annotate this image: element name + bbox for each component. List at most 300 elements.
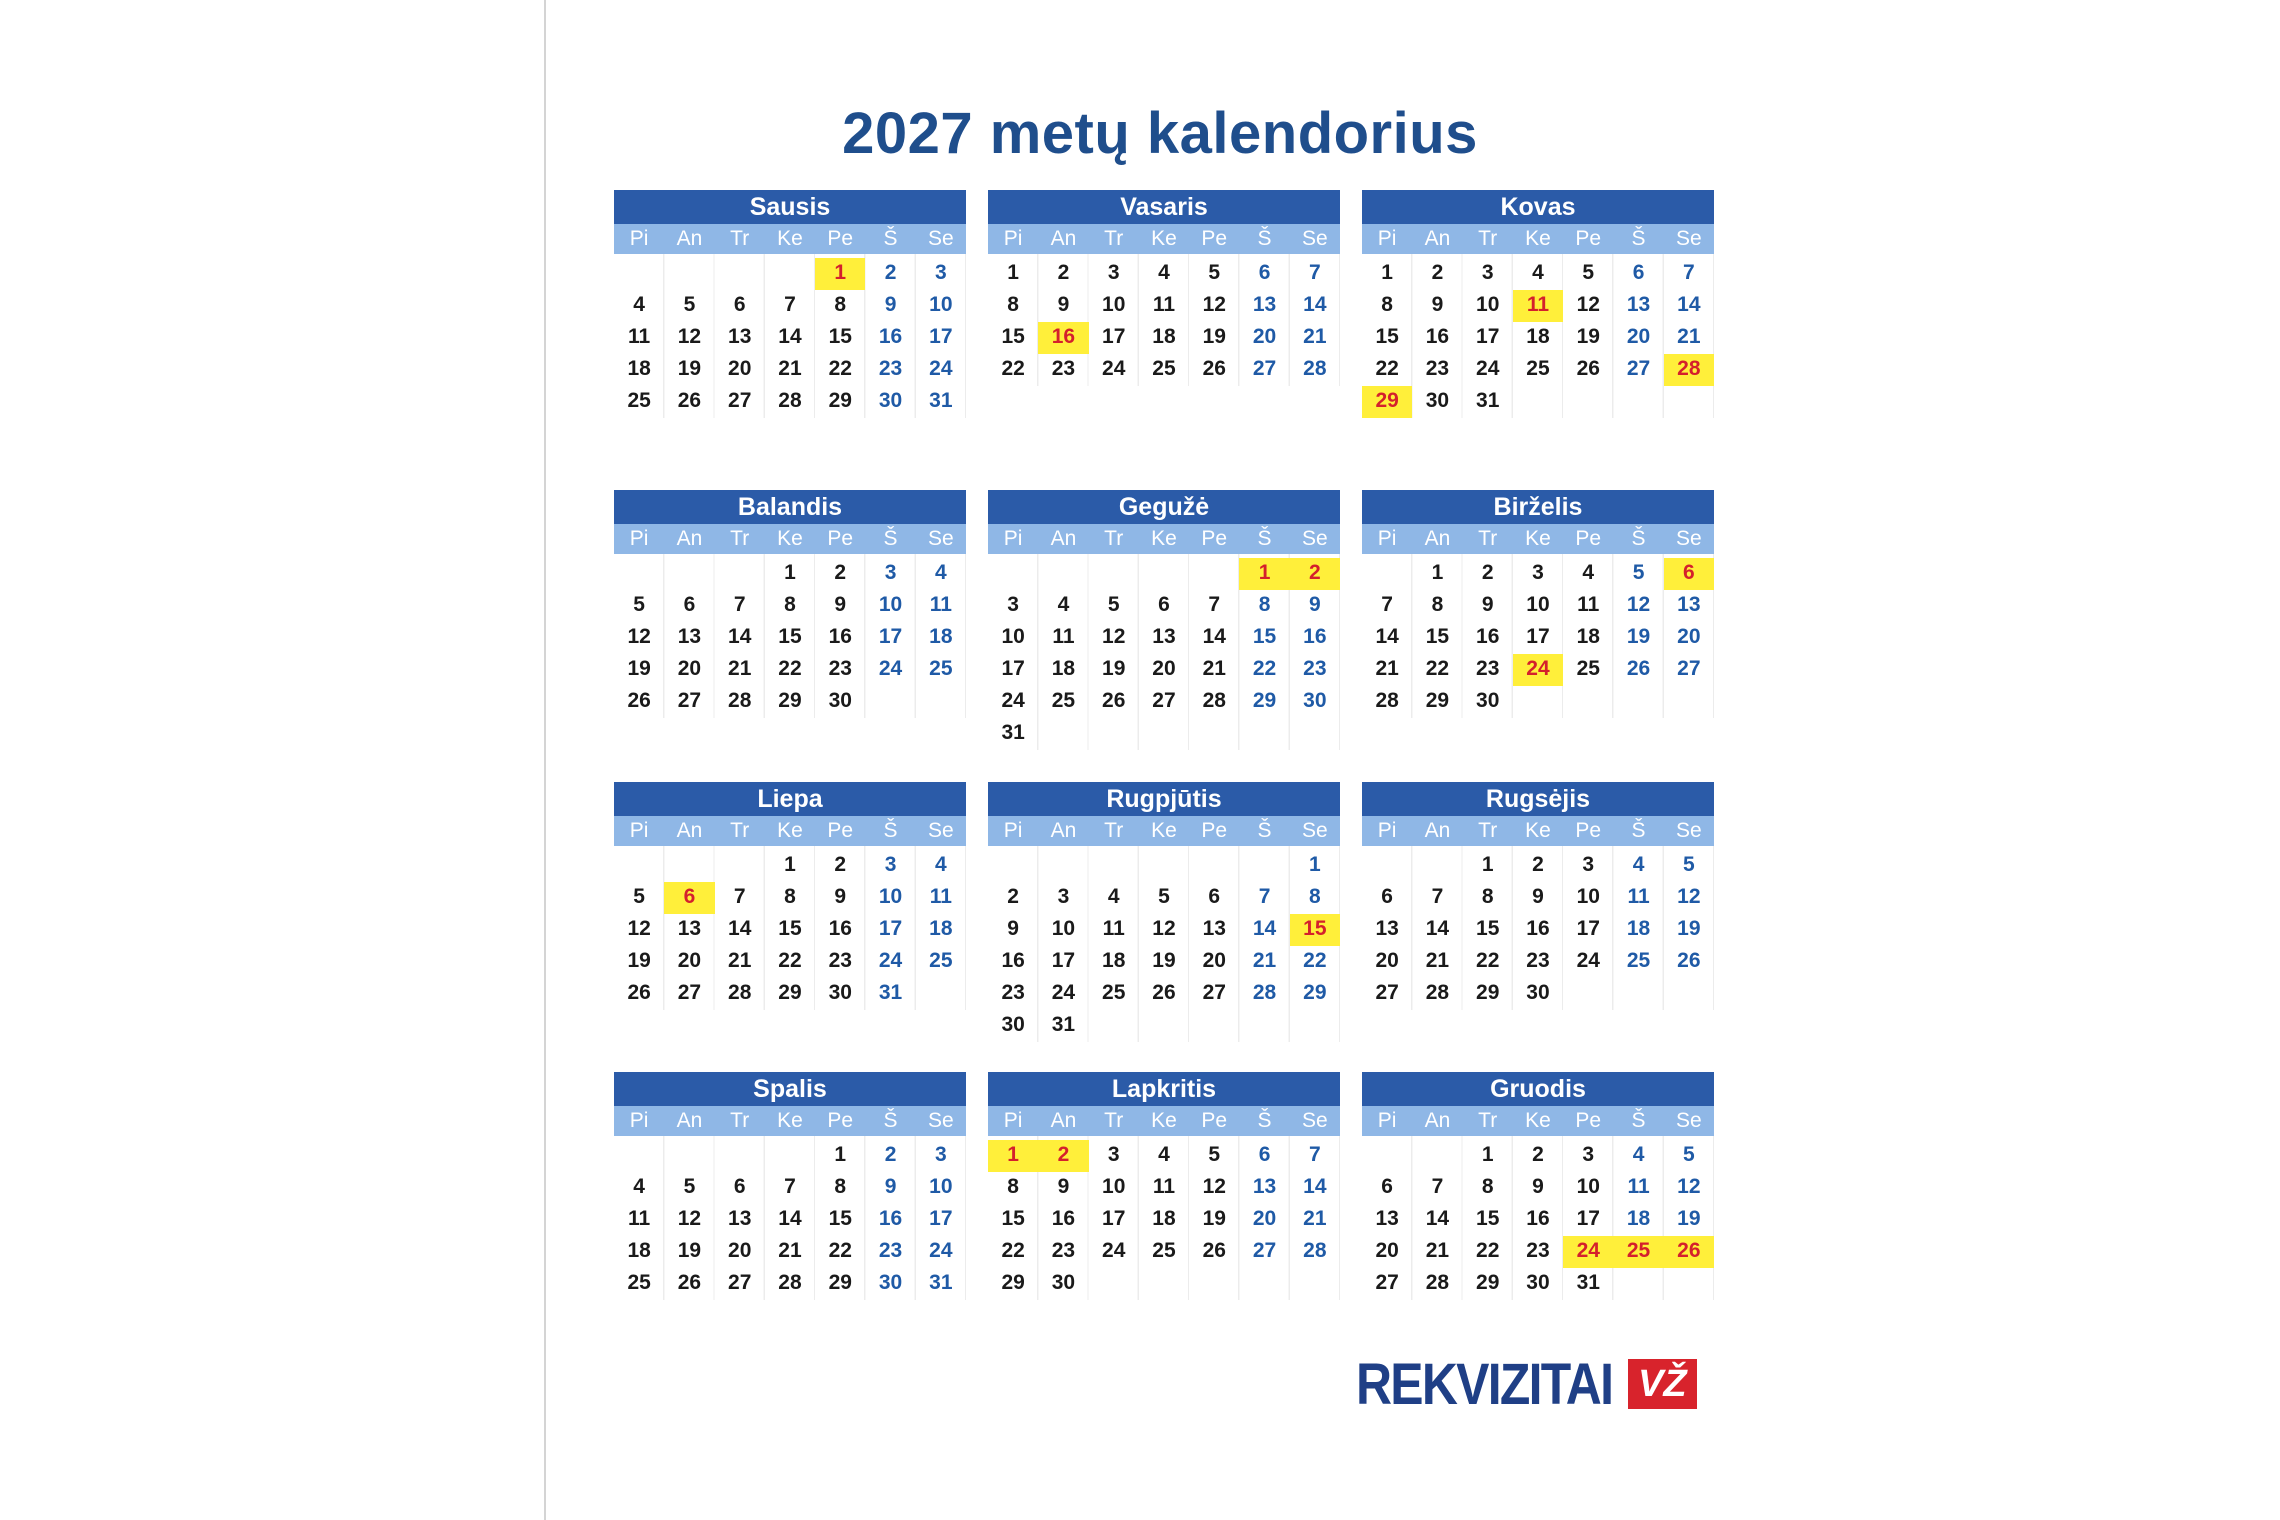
week-row — [614, 290, 966, 322]
weekday-label: An — [1050, 1109, 1077, 1132]
day-cell: 24 — [1513, 654, 1563, 686]
week-row — [988, 1236, 1340, 1268]
weekday-label: Se — [1301, 819, 1328, 842]
weekday-label: Pe — [1575, 527, 1602, 550]
empty-day-cell — [1664, 1268, 1714, 1300]
day-cell: 9 — [1007, 917, 1019, 940]
day-cell: 17 — [929, 1207, 953, 1230]
day-cell: 5 — [1682, 1143, 1695, 1166]
empty-day-cell — [715, 1140, 765, 1172]
empty-day-cell — [1664, 386, 1714, 418]
day-cell: 13 — [677, 625, 702, 648]
day-cell: 6 — [1158, 593, 1170, 616]
weekday-label: An — [1050, 227, 1077, 250]
week-row — [988, 1140, 1340, 1172]
day-cell: 18 — [1626, 1207, 1651, 1230]
weekday-label: Se — [1675, 819, 1702, 842]
day-cell: 7 — [784, 293, 796, 316]
week-row — [988, 558, 1340, 590]
weekday-label: Pi — [629, 1109, 649, 1132]
weekday-label: Pe — [1575, 1109, 1602, 1132]
day-cell: 27 — [677, 981, 702, 1004]
day-cell: 19 — [1102, 657, 1126, 680]
day-cell: 17 — [1576, 1207, 1600, 1230]
weekday-label: Ke — [1151, 1109, 1177, 1132]
day-cell: 23 — [1051, 1239, 1076, 1262]
weekday-label: Ke — [777, 819, 803, 842]
day-cell: 9 — [1532, 1175, 1544, 1198]
day-cell: 31 — [929, 1271, 953, 1294]
week-row — [1362, 558, 1714, 590]
day-cell: 23 — [828, 949, 852, 972]
month-block — [988, 490, 1340, 750]
day-cell: 14 — [1677, 293, 1701, 316]
weekday-label: Pi — [1377, 527, 1397, 550]
empty-day-cell — [1290, 1010, 1340, 1042]
empty-day-cell — [1189, 558, 1239, 590]
day-cell: 3 — [1532, 561, 1544, 584]
day-cell: 13 — [1252, 1175, 1277, 1198]
day-cell: 13 — [1202, 917, 1226, 940]
day-cell: 21 — [1202, 657, 1226, 680]
day-cell: 26 — [1102, 689, 1126, 712]
day-cell: 12 — [677, 1207, 702, 1230]
day-cell: 29 — [1252, 689, 1277, 712]
empty-day-cell — [715, 258, 765, 290]
week-row — [988, 622, 1340, 654]
day-cell: 29 — [1362, 386, 1412, 418]
day-cell: 5 — [1632, 561, 1645, 584]
weekday-label: Tr — [1478, 1109, 1498, 1132]
weekday-row — [988, 524, 1340, 554]
day-cell: 7 — [784, 1175, 796, 1198]
day-cell: 1 — [1239, 558, 1289, 590]
empty-day-cell — [1189, 1268, 1239, 1300]
day-cell: 10 — [1476, 293, 1500, 316]
empty-day-cell — [1239, 1268, 1289, 1300]
day-cell: 19 — [1576, 325, 1600, 348]
day-cell: 24 — [878, 949, 903, 972]
day-cell: 28 — [728, 689, 752, 712]
weekday-label: Se — [1301, 227, 1328, 250]
day-cell: 25 — [929, 949, 953, 972]
month-days — [614, 1136, 966, 1300]
day-cell: 24 — [929, 1239, 953, 1262]
day-cell: 15 — [1290, 914, 1340, 946]
month-name: Kovas — [1362, 190, 1714, 224]
day-cell: 5 — [1158, 885, 1170, 908]
empty-day-cell — [1563, 386, 1613, 418]
day-cell: 7 — [1381, 593, 1393, 616]
weekday-label: Pe — [827, 819, 854, 842]
empty-day-cell — [1613, 1268, 1663, 1300]
day-cell: 22 — [1375, 357, 1399, 380]
weekday-row — [1362, 224, 1714, 254]
day-cell: 5 — [633, 885, 645, 908]
day-cell: 1 — [1431, 561, 1444, 584]
week-row — [614, 558, 966, 590]
week-row — [614, 258, 966, 290]
weekday-label: Ke — [777, 1109, 803, 1132]
day-cell: 27 — [1252, 357, 1277, 380]
day-cell: 16 — [1526, 1207, 1550, 1230]
day-cell: 26 — [1576, 357, 1600, 380]
empty-day-cell — [1189, 850, 1239, 882]
day-cell: 24 — [878, 657, 903, 680]
calendar-grid — [614, 190, 1714, 1330]
weekday-label: Se — [927, 527, 954, 550]
day-cell: 27 — [728, 389, 752, 412]
day-cell: 23 — [1526, 949, 1550, 972]
day-cell: 20 — [1375, 1239, 1399, 1262]
week-row — [614, 590, 966, 622]
day-cell: 18 — [1102, 949, 1126, 972]
day-cell: 1 — [784, 561, 796, 584]
weekday-label: Se — [1301, 527, 1328, 550]
day-cell: 5 — [1208, 261, 1221, 284]
day-cell: 26 — [1202, 357, 1226, 380]
month-days — [1362, 254, 1714, 418]
day-cell: 2 — [1532, 1143, 1544, 1166]
day-cell: 24 — [1563, 1236, 1613, 1268]
empty-day-cell — [1290, 718, 1340, 750]
day-cell: 9 — [1431, 293, 1444, 316]
day-cell: 26 — [677, 389, 702, 412]
day-cell: 28 — [1303, 1239, 1327, 1262]
day-cell: 8 — [1007, 293, 1019, 316]
day-cell: 6 — [683, 593, 696, 616]
day-cell: 23 — [1001, 981, 1025, 1004]
month-days — [614, 846, 966, 1010]
day-cell: 10 — [1526, 593, 1550, 616]
day-cell: 15 — [828, 325, 852, 348]
day-cell: 18 — [1152, 325, 1176, 348]
day-cell: 23 — [878, 357, 903, 380]
day-cell: 9 — [834, 593, 847, 616]
month-block — [1362, 1072, 1714, 1300]
day-cell: 2 — [1007, 885, 1019, 908]
weekday-label: Tr — [1104, 819, 1124, 842]
month-name: Lapkritis — [988, 1072, 1340, 1106]
day-cell: 18 — [627, 357, 651, 380]
day-cell: 23 — [878, 1239, 903, 1262]
day-cell: 29 — [828, 1271, 852, 1294]
day-cell: 31 — [1051, 1013, 1076, 1036]
day-cell: 28 — [778, 1271, 802, 1294]
day-cell: 26 — [1664, 1236, 1714, 1268]
week-row — [988, 914, 1340, 946]
day-cell: 3 — [1481, 261, 1494, 284]
day-cell: 25 — [929, 657, 953, 680]
day-cell: 22 — [1476, 949, 1500, 972]
day-cell: 25 — [1526, 357, 1550, 380]
day-cell: 25 — [1613, 1236, 1663, 1268]
weekday-label: Pe — [1575, 819, 1602, 842]
day-cell: 13 — [1626, 293, 1651, 316]
empty-day-cell — [916, 978, 966, 1010]
day-cell: 24 — [1001, 689, 1025, 712]
day-cell: 13 — [728, 1207, 752, 1230]
weekday-label: Ke — [1525, 819, 1551, 842]
month-days — [1362, 554, 1714, 718]
day-cell: 18 — [1152, 1207, 1176, 1230]
weekday-label: Pi — [1377, 819, 1397, 842]
week-row — [988, 946, 1340, 978]
day-cell: 17 — [1576, 917, 1600, 940]
day-cell: 21 — [1303, 1207, 1327, 1230]
day-cell: 3 — [884, 561, 897, 584]
month-name: Spalis — [614, 1072, 966, 1106]
day-cell: 29 — [828, 389, 852, 412]
empty-day-cell — [1089, 1010, 1139, 1042]
day-cell: 30 — [1303, 689, 1327, 712]
day-cell: 3 — [934, 1143, 947, 1166]
week-row — [614, 882, 966, 914]
day-cell: 30 — [828, 689, 852, 712]
day-cell: 20 — [1375, 949, 1399, 972]
day-cell: 17 — [1001, 657, 1025, 680]
day-cell: 18 — [1051, 657, 1076, 680]
day-cell: 7 — [1431, 885, 1444, 908]
month-days — [614, 254, 966, 418]
week-row — [614, 850, 966, 882]
weekday-row — [1362, 524, 1714, 554]
day-cell: 11 — [1152, 293, 1176, 316]
day-cell: 6 — [1632, 261, 1645, 284]
day-cell: 16 — [828, 917, 852, 940]
weekday-label: An — [1424, 1109, 1451, 1132]
day-cell: 27 — [1252, 1239, 1277, 1262]
week-row — [614, 1268, 966, 1300]
weekday-label: Pe — [1201, 819, 1228, 842]
weekday-label: Š — [883, 227, 898, 250]
day-cell: 1 — [1481, 853, 1494, 876]
empty-day-cell — [1664, 978, 1714, 1010]
day-cell: 13 — [1375, 1207, 1399, 1230]
day-cell: 12 — [1152, 917, 1176, 940]
day-cell: 18 — [1526, 325, 1550, 348]
day-cell: 15 — [778, 917, 802, 940]
week-row — [988, 978, 1340, 1010]
empty-day-cell — [1563, 978, 1613, 1010]
day-cell: 6 — [733, 293, 746, 316]
day-cell: 8 — [1007, 1175, 1019, 1198]
week-row — [988, 322, 1340, 354]
week-row — [1362, 258, 1714, 290]
day-cell: 17 — [1051, 949, 1076, 972]
day-cell: 5 — [683, 293, 696, 316]
day-cell: 20 — [728, 1239, 752, 1262]
day-cell: 23 — [828, 657, 852, 680]
day-cell: 12 — [1677, 885, 1701, 908]
day-cell: 10 — [929, 1175, 953, 1198]
week-row — [1362, 686, 1714, 718]
week-row — [614, 978, 966, 1010]
week-row — [1362, 654, 1714, 686]
day-cell: 17 — [1102, 1207, 1126, 1230]
week-row — [614, 354, 966, 386]
day-cell: 8 — [1431, 593, 1444, 616]
day-cell: 28 — [1664, 354, 1714, 386]
day-cell: 21 — [1303, 325, 1327, 348]
day-cell: 31 — [878, 981, 903, 1004]
day-cell: 30 — [878, 389, 903, 412]
day-cell: 17 — [929, 325, 953, 348]
month-days — [988, 254, 1340, 386]
day-cell: 10 — [1051, 917, 1076, 940]
day-cell: 3 — [934, 261, 947, 284]
day-cell: 2 — [1057, 261, 1070, 284]
day-cell: 9 — [1308, 593, 1321, 616]
day-cell: 13 — [1252, 293, 1277, 316]
day-cell: 9 — [834, 885, 847, 908]
day-cell: 15 — [1375, 325, 1399, 348]
day-cell: 28 — [1303, 357, 1327, 380]
day-cell: 16 — [878, 1207, 903, 1230]
day-cell: 31 — [1576, 1271, 1600, 1294]
weekday-row — [614, 224, 966, 254]
day-cell: 26 — [677, 1271, 702, 1294]
weekday-label: An — [676, 227, 703, 250]
weekday-row — [988, 816, 1340, 846]
day-cell: 26 — [627, 981, 651, 1004]
empty-day-cell — [1362, 558, 1412, 590]
day-cell: 29 — [1476, 1271, 1500, 1294]
day-cell: 9 — [884, 293, 897, 316]
day-cell: 16 — [1001, 949, 1025, 972]
month-days — [988, 846, 1340, 1042]
empty-day-cell — [664, 850, 714, 882]
day-cell: 22 — [778, 657, 802, 680]
day-cell: 15 — [1001, 1207, 1025, 1230]
day-cell: 1 — [1308, 853, 1321, 876]
day-cell: 12 — [627, 917, 651, 940]
day-cell: 10 — [878, 885, 903, 908]
day-cell: 25 — [1051, 689, 1076, 712]
day-cell: 15 — [1252, 625, 1277, 648]
day-cell: 11 — [1102, 917, 1125, 940]
empty-day-cell — [1038, 718, 1088, 750]
day-cell: 19 — [1677, 917, 1701, 940]
day-cell: 7 — [733, 593, 746, 616]
day-cell: 29 — [1425, 689, 1450, 712]
day-cell: 28 — [728, 981, 752, 1004]
day-cell: 8 — [834, 293, 847, 316]
weekday-label: Pi — [1377, 227, 1397, 250]
month-block — [1362, 490, 1714, 718]
day-cell: 13 — [1677, 593, 1701, 616]
week-row — [614, 686, 966, 718]
weekday-label: Pe — [1201, 527, 1228, 550]
day-cell: 12 — [677, 325, 702, 348]
day-cell: 11 — [628, 325, 651, 348]
weekday-label: Pe — [827, 227, 854, 250]
day-cell: 16 — [1476, 625, 1500, 648]
weekday-label: Ke — [1151, 819, 1177, 842]
day-cell: 5 — [1208, 1143, 1221, 1166]
day-cell: 3 — [1007, 593, 1019, 616]
weekday-label: Š — [883, 527, 898, 550]
empty-day-cell — [1038, 850, 1088, 882]
day-cell: 10 — [878, 593, 903, 616]
day-cell: 26 — [627, 689, 651, 712]
weekday-label: Š — [1631, 227, 1646, 250]
day-cell: 2 — [884, 1143, 897, 1166]
weekday-row — [988, 1106, 1340, 1136]
month-block — [1362, 190, 1714, 418]
day-cell: 3 — [1107, 1143, 1120, 1166]
day-cell: 27 — [1626, 357, 1651, 380]
day-cell: 23 — [1425, 357, 1450, 380]
day-cell: 15 — [778, 625, 802, 648]
day-cell: 11 — [1577, 593, 1600, 616]
day-cell: 17 — [1476, 325, 1500, 348]
day-cell: 30 — [1476, 689, 1500, 712]
day-cell: 5 — [1107, 593, 1120, 616]
month-name: Gegužė — [988, 490, 1340, 524]
empty-day-cell — [1362, 850, 1412, 882]
weekday-label: Pi — [1003, 227, 1023, 250]
week-row — [1362, 946, 1714, 978]
empty-day-cell — [1239, 1010, 1289, 1042]
day-cell: 15 — [1476, 917, 1500, 940]
day-cell: 20 — [1252, 325, 1277, 348]
day-cell: 8 — [1481, 885, 1494, 908]
day-cell: 16 — [1051, 1207, 1076, 1230]
day-cell: 29 — [1476, 981, 1500, 1004]
day-cell: 30 — [1051, 1271, 1076, 1294]
weekday-label: Pi — [1377, 1109, 1397, 1132]
day-cell: 22 — [1476, 1239, 1500, 1262]
day-cell: 21 — [1425, 1239, 1450, 1262]
weekday-label: Pi — [1003, 1109, 1023, 1132]
page-title: 2027 metų kalendorius — [842, 101, 1478, 166]
day-cell: 25 — [1626, 949, 1651, 972]
weekday-label: Tr — [1478, 527, 1498, 550]
day-cell: 21 — [778, 1239, 802, 1262]
day-cell: 5 — [633, 593, 645, 616]
weekday-label: Pe — [1201, 227, 1228, 250]
day-cell: 27 — [677, 689, 702, 712]
day-cell: 26 — [1677, 949, 1701, 972]
empty-day-cell — [765, 1140, 815, 1172]
month-block — [614, 782, 966, 1010]
day-cell: 25 — [1152, 1239, 1176, 1262]
weekday-label: An — [1050, 819, 1077, 842]
day-cell: 4 — [934, 853, 947, 876]
day-cell: 24 — [1576, 949, 1600, 972]
day-cell: 22 — [1303, 949, 1327, 972]
day-cell: 13 — [1375, 917, 1399, 940]
week-row — [1362, 622, 1714, 654]
empty-day-cell — [1089, 718, 1139, 750]
day-cell: 11 — [1627, 1175, 1650, 1198]
rekvizitai-logo — [1356, 1351, 1697, 1417]
day-cell: 4 — [633, 293, 645, 316]
day-cell: 29 — [778, 689, 802, 712]
day-cell: 16 — [1425, 325, 1450, 348]
day-cell: 27 — [1202, 981, 1226, 1004]
week-row — [988, 290, 1340, 322]
day-cell: 6 — [1258, 1143, 1271, 1166]
day-cell: 23 — [1476, 657, 1500, 680]
week-row — [988, 882, 1340, 914]
weekday-label: Š — [1257, 1109, 1272, 1132]
empty-day-cell — [916, 686, 966, 718]
day-cell: 28 — [1425, 981, 1450, 1004]
day-cell: 29 — [1303, 981, 1327, 1004]
day-cell: 1 — [988, 1140, 1038, 1172]
